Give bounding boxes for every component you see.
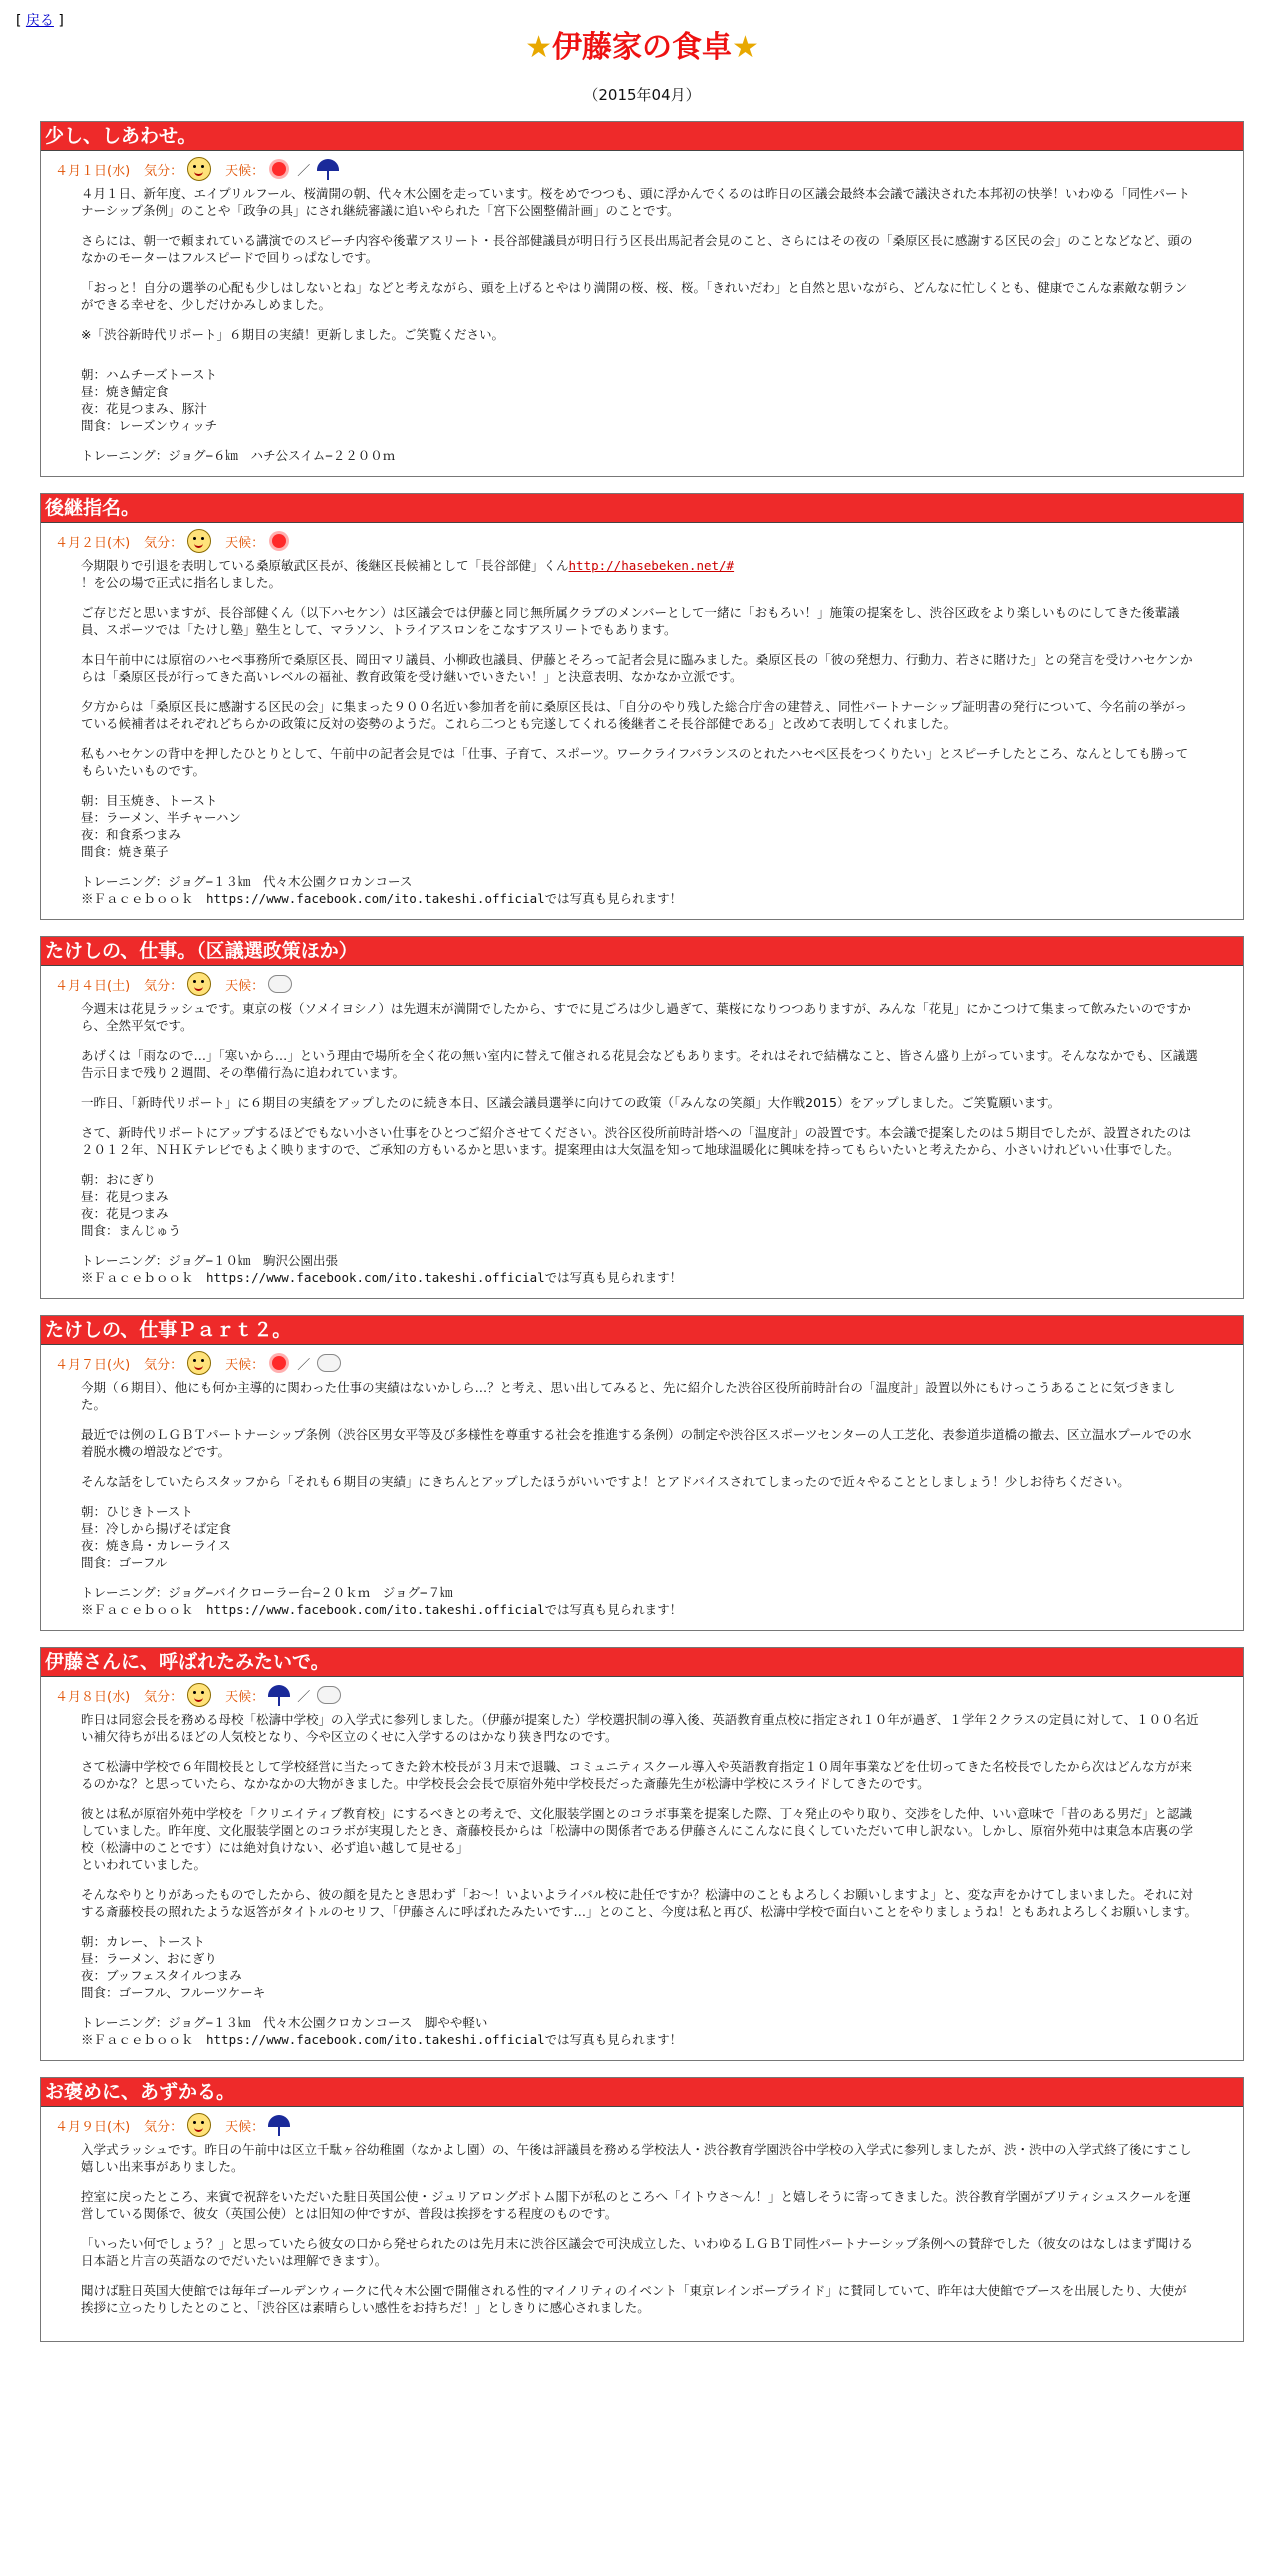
diary-entry — [40, 121, 1244, 477]
facebook-note: ※Ｆａｃｅｂｏｏｋ https://www.facebook.com/ito.takeshi.officialでは写真も見られます！ — [81, 2032, 683, 2047]
meal-item: 昼：冷しから揚げそば定食 — [81, 1521, 232, 1536]
weather-label: 天候： — [225, 535, 265, 551]
entry-body — [41, 185, 1243, 464]
entry-paragraph: 「おっと！自分の選挙の心配も少しはしないとね」などと考えながら、頭を上げるとやはり満開の桜、桜、桜。「きれいだわ」と自然と思いながら、どんなに忙しくとも、健康でこんな素敵な朝ランができる幸せを、少しだけかみしめました。 — [81, 280, 1188, 312]
training-line: トレーニング：ジョグ−１３㎞ 代々木公園クロカンコース — [81, 874, 413, 889]
entry-title: 後継指名。 — [41, 494, 1243, 523]
entry-meta — [41, 1677, 1243, 1711]
entry-paragraph: さらには、朝一で頼まれている講演でのスピーチ内容や後輩アスリート・長谷部健議員が明日行う区長出馬記者会見のこと、さらにはその夜の「桑原区長に感謝する区民の会」のことなどなど、頭のなかのモーターはフルスピードで回りっぱなしです。 — [81, 233, 1193, 265]
training-log — [81, 1584, 1199, 1618]
weather-separator: ／ — [297, 1689, 311, 1705]
entry-paragraph: 一昨日、「新時代リポート」に６期目の実績をアップしたのに続き本日、区議会議員選挙に向けての政策（「みんなの笑顔」大作戦2015）をアップしました。ご笑覧願います。 — [81, 1095, 1061, 1110]
meal-item: 夜：花見つまみ — [81, 1206, 169, 1221]
entry-date: ４月１日(水) — [55, 163, 131, 179]
diary-entry — [40, 1647, 1244, 2061]
weather-label: 天候： — [225, 2119, 265, 2135]
mood-label: 気分： — [144, 535, 184, 551]
smiley-face-icon — [187, 529, 211, 553]
weather-separator: ／ — [297, 163, 311, 179]
meal-item: 夜：ブッフェスタイルつまみ — [81, 1968, 242, 1983]
entry-date: ４月４日(土) — [55, 978, 131, 994]
entry-paragraph: さて、新時代リポートにアップするほどでもない小さい仕事をひとつご紹介させてください。渋谷区役所前時計塔への「温度計」の設置です。本会議で提案したのは５期目でしたが、設置されたのは２０１２年、ＮＨＫテレビでもよく映りますので、ご承知の方もいるかと思います。提案理由は大気温を知って地球温暖化に興味を持ってもらいたいと考えたから、小さいけれどいい仕事でした。 — [81, 1125, 1192, 1157]
entry-paragraph: あげくは「雨なので…」「寒いから…」という理由で場所を全く花の無い室内に替えて催される花見会などもあります。それはそれで結構なこと、皆さん盛り上がっています。そんななかでも、区議選告示日まで残り２週間、その準備行為に追われています。 — [81, 1048, 1198, 1080]
entry-paragraph: 聞けば駐日英国大使館では毎年ゴールデンウィークに代々木公園で開催される性的マイノリティのイベント「東京レインボープライド」に賛同していて、昨年は大使館でブースを出展したり、大使が挨拶に立ったりしたとのこと、「渋谷区は素晴らしい感性をお持ちだ！」としきりに感心されました。 — [81, 2283, 1187, 2315]
entry-paragraph: 今期（６期目）、他にも何か主導的に関わった仕事の実績はないかしら…？と考え、思い出してみると、先に紹介した渋谷区役所前時計台の「温度計」設置以外にもけっこうあることに気づきました。 — [81, 1380, 1176, 1412]
entry-body — [41, 2141, 1243, 2316]
weather-separator: ／ — [297, 1357, 311, 1373]
meal-item: 間食：まんじゅう — [81, 1223, 182, 1238]
entry-paragraph: 本日午前中には原宿のハセペ事務所で桑原区長、岡田マリ議員、小柳政也議員、伊藤とそろって記者会見に臨みました。桑原区長の「彼の発想力、行動力、若さに賭けた」との発言を受けハセケンからは「桑原区長が行ってきた高いレベルの福祉、教育政策を受け継いでいきたい！」と決意表明、なかなか立派です。 — [81, 652, 1193, 684]
smiley-face-icon — [187, 1683, 211, 1707]
mood-label: 気分： — [144, 1357, 184, 1373]
entry-paragraph: 私もハセケンの背中を押したひとりとして、午前中の記者会見では「仕事、子育て、スポーツ。ワークライフバランスのとれたハセペ区長をつくりたい」とスピーチしたところ、なんとしても勝ってもらいたいものです。 — [81, 746, 1189, 778]
candidate-website-link[interactable]: http://hasebeken.net/# — [568, 558, 735, 573]
meal-item: 間食：ゴーフル — [81, 1555, 168, 1570]
entry-paragraph: 夕方からは「桑原区長に感謝する区民の会」に集まった９００名近い参加者を前に桑原区長は、「自分のやり残した総合庁舎の建替え、同性パートナーシップ証明書の発行について、今名前の挙がっている候補者はそれぞれどちらかの政策に反対の姿勢のようだ。これら二つとも完遂してくれる後継者こそ長谷部健である」と改めて表明してくれました。 — [81, 699, 1188, 731]
link-line-before: 今期限りで引退を表明している桑原敏武区長が、後継区長候補として「長谷部健」くん — [81, 558, 569, 573]
entry-meta — [41, 966, 1243, 1000]
link-line-after: ！を公の場で正式に指名しました。 — [81, 575, 282, 590]
meal-item: 朝：おにぎり — [81, 1172, 157, 1187]
meal-item: 昼：花見つまみ — [81, 1189, 169, 1204]
entry-date: ４月７日(火) — [55, 1357, 131, 1373]
back-link[interactable]: 戻る — [25, 13, 54, 29]
smiley-face-icon — [187, 2113, 211, 2137]
diary-entry — [40, 936, 1244, 1299]
meal-item: 夜：花見つまみ、豚汁 — [81, 401, 207, 416]
entry-title: 少し、しあわせ。 — [41, 122, 1243, 151]
cloud-icon — [268, 975, 292, 993]
weather-label: 天候： — [225, 1357, 265, 1373]
meal-item: 昼：焼き鯖定食 — [81, 384, 169, 399]
sun-icon — [272, 1356, 286, 1370]
meal-item: 間食：レーズンウィッチ — [81, 418, 218, 433]
training-line: トレーニング：ジョグ−１０㎞ 駒沢公園出張 — [81, 1253, 339, 1268]
training-log — [81, 2014, 1199, 2048]
diary-entry — [40, 2077, 1244, 2342]
mood-label: 気分： — [144, 2119, 184, 2135]
entry-body — [41, 557, 1243, 907]
training-log — [81, 1252, 1199, 1286]
entry-paragraph: 昨日は同窓会長を務める母校「松濤中学校」の入学式に参列しました。（伊藤が提案した）学校選択制の導入後、英語教育重点校に指定され１０年が過ぎ、１学年２クラスの定員に対して、１００名近い補欠待ちが出るほどの人気校となり、今や区立のくせに入学するのはかなり狭き門なのです。 — [81, 1712, 1199, 1744]
entry-body — [41, 1711, 1243, 2048]
entry-paragraph: ４月１日、新年度、エイプリルフール、桜満開の朝、代々木公園を走っています。桜をめでつつも、頭に浮かんでくるのは昨日の区議会最終本会議で議決された本邦初の快挙！いわゆる「同性パートナーシップ条例」のことや「政争の具」にされ継続審議に追いやられた「宮下公園整備計画」のことです。 — [81, 186, 1191, 218]
entry-title: たけしの、仕事Ｐａｒｔ２。 — [41, 1316, 1243, 1345]
entry-paragraph: さて松濤中学校で６年間校長として学校経営に当たってきた鈴木校長が３月末で退職、コミュニティスクール導入や英語教育指定１０周年事業などを仕切ってきた名校長でしたから次はどんな方が来るのかな？と思っていたら、なかなかの大物がきました。中学校長会会長で原宿外苑中学校長だった斎藤先生が松濤中学校にスライドしてきたのです。 — [81, 1759, 1193, 1791]
month-heading: （2015年04月） — [583, 86, 701, 104]
entry-title: お褒めに、あずかる。 — [41, 2078, 1243, 2107]
facebook-note: ※Ｆａｃｅｂｏｏｋ https://www.facebook.com/ito.takeshi.officialでは写真も見られます！ — [81, 1270, 683, 1285]
entry-paragraph: そんな話をしていたらスタッフから「それも６期目の実績」にきちんとアップしたほうがいいですよ！とアドバイスされてしまったので近々やることとしましょう！少しお待ちください。 — [81, 1474, 1130, 1489]
meal-item: 朝：ひじきトースト — [81, 1504, 193, 1519]
training-line: トレーニング：ジョグ−バイクローラー台−２０ｋｍ ジョグ−７㎞ — [81, 1585, 453, 1600]
facebook-note: ※Ｆａｃｅｂｏｏｋ https://www.facebook.com/ito.takeshi.officialでは写真も見られます！ — [81, 1602, 683, 1617]
star-icon: ★ — [732, 30, 759, 65]
star-icon: ★ — [525, 30, 552, 65]
rain-icon — [268, 2115, 290, 2127]
entry-title: たけしの、仕事。（区議選政策ほか） — [41, 937, 1243, 966]
entry-date: ４月９日(木) — [55, 2119, 131, 2135]
meal-item: 間食：焼き菓子 — [81, 844, 169, 859]
cloud-icon — [317, 1686, 341, 1704]
cloud-icon — [317, 1354, 341, 1372]
entry-paragraph — [81, 557, 1199, 591]
entry-paragraph: ご存じだと思いますが、長谷部健くん（以下ハセケン）は区議会では伊藤と同じ無所属クラブのメンバーとして一緒に「おもろい！」施策の提案をし、渋谷区政をより楽しいものにしてきた後輩議員、スポーツでは「たけし塾」塾生として、マラソン、トライアスロンをこなすアスリートでもあります。 — [81, 605, 1180, 637]
diary-entry — [40, 493, 1244, 920]
smiley-face-icon — [187, 157, 211, 181]
weather-label: 天候： — [225, 978, 265, 994]
training-line: トレーニング：ジョグ−１３㎞ 代々木公園クロカンコース 脚やや軽い — [81, 2015, 488, 2030]
meal-item: 朝：カレー、トースト — [81, 1934, 205, 1949]
mood-label: 気分： — [144, 1689, 184, 1705]
meal-item: 朝：目玉焼き、トースト — [81, 793, 218, 808]
entry-meta — [41, 523, 1243, 557]
entry-meta — [41, 1345, 1243, 1379]
entry-paragraph: 入学式ラッシュです。昨日の午前中は区立千駄ヶ谷幼稚園（なかよし園）の、午後は評議員を務める学校法人・渋谷教育学園渋谷中学校の入学式に参列しましたが、渋・渋中の入学式終了後にすこし嬉しい出来事がありました。 — [81, 2142, 1192, 2174]
mood-label: 気分： — [144, 978, 184, 994]
entry-body — [41, 1379, 1243, 1618]
entry-paragraph: 彼とは私が原宿外苑中学校を「クリエイティブ教育校」にするべきとの考えで、文化服装学園とのコラボ事業を提案した際、丁々発止のやり取り、交渉をした仲、いい意味で「昔のある男だ」と認識していました。昨年度、文化服装学園とのコラボが実現したとき、斎藤校長からは「松濤中の関係者である伊藤さんにこんなに良くしていただいて申し訳ない。しかし、原宿外苑中は東急本店裏の学校（松濤中のことです）には絶対負けない、必ず追い越して見せる」 といわれていました。 — [81, 1806, 1194, 1872]
meal-list — [81, 1503, 1199, 1571]
entry-body — [41, 1000, 1243, 1286]
meal-list — [81, 792, 1199, 860]
entry-meta — [41, 151, 1243, 185]
training-log — [81, 873, 1199, 907]
facebook-note: ※Ｆａｃｅｂｏｏｋ https://www.facebook.com/ito.takeshi.officialでは写真も見られます！ — [81, 891, 683, 906]
entry-paragraph: 「いったい何でしょう？」と思っていたら彼女の口から発せられたのは先月末に渋谷区議会で可決成立した、いわゆるＬＧＢＴ同性パートナーシップ条例への賛辞でした（彼女のはなしはまず聞ける日本語と片言の英語なのでだいたいは理解できます）。 — [81, 2236, 1194, 2268]
rain-icon — [268, 1685, 290, 1697]
meal-list — [81, 366, 1199, 434]
rain-icon — [317, 159, 339, 171]
smiley-face-icon — [187, 972, 211, 996]
meal-item: 夜：焼き鳥・カレーライス — [81, 1538, 231, 1553]
entry-paragraph: 今週末は花見ラッシュです。東京の桜（ソメイヨシノ）は先週末が満開でしたから、すでに見ごろは少し過ぎて、葉桜になりつつありますが、みんな「花見」にかこつけて集まって飲みたいのですから、全然平気です。 — [81, 1001, 1191, 1033]
sun-icon — [272, 162, 286, 176]
training-log — [81, 447, 1199, 464]
meal-item: 昼：ラーメン、半チャーハン — [81, 810, 241, 825]
weather-label: 天候： — [225, 163, 265, 179]
training-line: トレーニング：ジョグ−６㎞ ハチ公スイム−２２００ｍ — [81, 448, 396, 463]
meal-item: 夜：和食系つまみ — [81, 827, 182, 842]
back-link-wrapper: [ 戻る ] — [16, 13, 64, 29]
mood-label: 気分： — [144, 163, 184, 179]
meal-item: 間食：ゴーフル、フルーツケーキ — [81, 1985, 266, 2000]
entry-title: 伊藤さんに、呼ばれたみたいで。 — [41, 1648, 1243, 1677]
entry-date: ４月８日(水) — [55, 1689, 131, 1705]
diary-entry — [40, 1315, 1244, 1631]
entry-paragraph: 最近では例のＬＧＢＴパートナーシップ条例（渋谷区男女平等及び多様性を尊重する社会を推進する条例）の制定や渋谷区スポーツセンターの人工芝化、表参道歩道橋の撤去、区立温水プールでの水着脱水機の増設などです。 — [81, 1427, 1192, 1459]
weather-label: 天候： — [225, 1689, 265, 1705]
site-title — [0, 0, 1284, 68]
sun-icon — [272, 534, 286, 548]
entry-paragraph: ※「渋谷新時代リポート」６期目の実績！更新しました。ご笑覧ください。 — [81, 327, 504, 342]
smiley-face-icon — [187, 1351, 211, 1375]
entry-meta — [41, 2107, 1243, 2141]
meal-list — [81, 1933, 1199, 2001]
entry-paragraph: 控室に戻ったところ、来賓で祝辞をいただいた駐日英国公使・ジュリアロングボトム閣下が私のところへ「イトウさ～ん！」と嬉しそうに寄ってきました。渋谷教育学園がブリティシュスクールを運営している関係で、彼女（英国公使）とは旧知の仲ですが、普段は挨拶をする程度のものです。 — [81, 2189, 1191, 2221]
entry-date: ４月２日(木) — [55, 535, 131, 551]
site-title-text: 伊藤家の食卓 — [552, 30, 732, 65]
meal-list — [81, 1171, 1199, 1239]
entry-paragraph: そんなやりとりがあったものでしたから、彼の顔を見たとき思わず「お～！いよいよライバル校に赴任ですか？松濤中のこともよろしくお願いしますよ」と、変な声をかけてしまいました。それに対する斎藤校長の照れたような返答がタイトルのセリフ、「伊藤さんに呼ばれたみたいです…」とのこと、今度は私と再び、松濤中学校で面白いことをやりましょうね！ともあれよろしくお願いします。 — [81, 1887, 1198, 1919]
meal-item: 昼：ラーメン、おにぎり — [81, 1951, 217, 1966]
meal-item: 朝：ハムチーズトースト — [81, 367, 218, 382]
